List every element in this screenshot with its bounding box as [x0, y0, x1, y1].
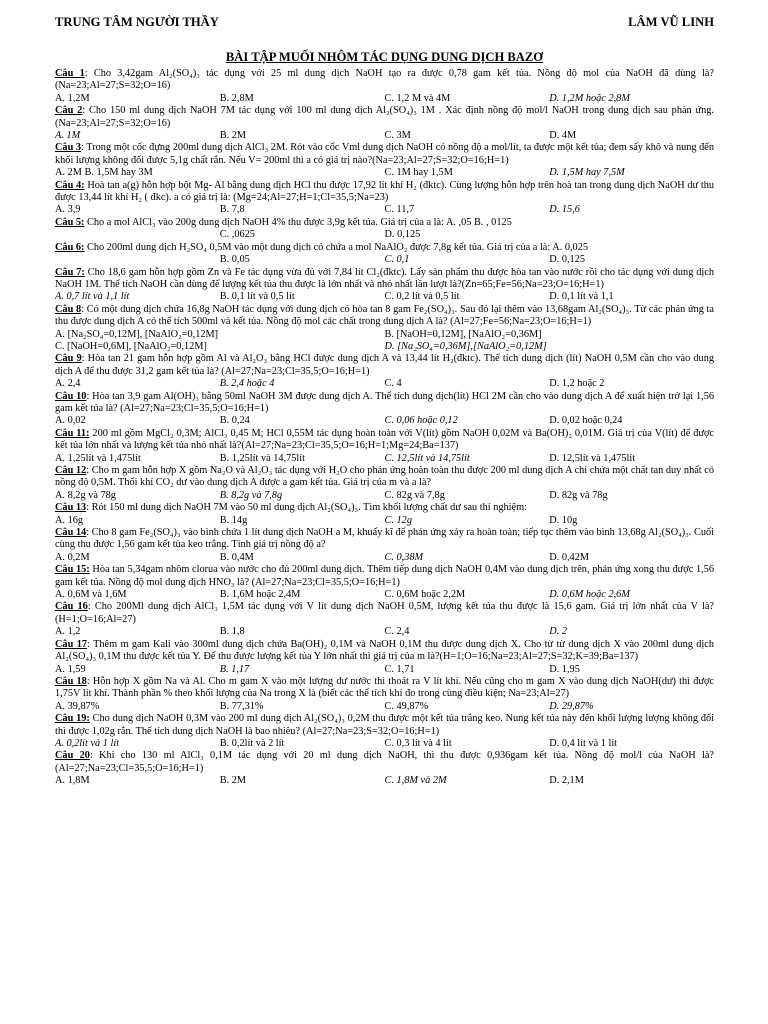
answer-option: D. 0,125: [384, 229, 421, 241]
question-text: Cho a mol AlCl₃ vào 200g dung dịch NaOH 4% thu được 3,9g kết tủa. Giá trị của a là: A. ,05 B. , 0125: [84, 216, 512, 228]
question-stem: [55, 750, 714, 775]
answer-option: C. [NaOH=0,6M], [NaAlO₂=0,12M]: [55, 340, 207, 352]
answer-option: A. 1,8M: [55, 775, 90, 787]
question-label: Câu 18: [55, 675, 87, 687]
question-label: Câu 2: [55, 105, 83, 117]
question-text: : Thêm m gam Kali vào 300ml dung dịch chứa Ba(OH)₂ 0,1M và NaOH 0,1M thu được dung dịch X. Cho từ từ dung dịch X vào 200ml dung dịch Al₂(SO₄)₃ 0,1M thu được kết tủa Y. Để thu được lượng kết tủa Y lớn nhất thì giá trị của m là?(H=1;O=16;Na=23;Al=27;S=32;K=39;Ba=137): [55, 638, 715, 663]
answer-option: C. 0,06 hoặc 0,12: [384, 415, 458, 427]
question-label: Câu 11:: [55, 427, 90, 439]
question-stem: [55, 68, 714, 93]
answer-option: D. 0,42M: [549, 551, 590, 563]
question-label: Câu 20: [55, 750, 90, 762]
answer-option: D. 0,125: [549, 254, 586, 266]
question-stem: [55, 267, 714, 292]
answer-option: D. [Na₂SO₄=0,36M],[NaAlO₂=0,12M]: [384, 340, 547, 352]
answer-option: C. 82g và 7,8g: [384, 489, 445, 501]
question-text: : Cho 150 ml dung dịch NaOH 7M tác dụng với 100 ml dung dịch Al₂(SO₄)₃ 1M . Xác định nồng độ mol/l NaOH trong dung dịch sau phản ứng. (Na=23;Al=27;S=32;O=16): [55, 105, 714, 129]
answer-option: A. [Na₂SO₄=0,12M], [NaAlO₂=0,12M]: [55, 328, 219, 340]
answer-option: D. 1,5M hay 7,5M: [549, 167, 625, 179]
question-label: Câu 16: [55, 601, 88, 613]
answer-option: A. 0,2M: [55, 551, 90, 563]
question-text: : Khi cho 130 ml AlCl₃ 0,1M tác dụng với 20 ml dung dịch NaOH, thì thu được 0,936gam kết tủa. Nồng độ mol/l của NaOH là? (Al=27;Na=23;Cl=35,5;O=16;H=1): [55, 750, 714, 774]
answer-option: A. 1M: [55, 130, 81, 142]
answer-option: C. 1M hay 1,5M: [384, 167, 453, 179]
question-stem: [55, 242, 714, 254]
answer-option: A. 0,2lít và 1 lít: [55, 737, 120, 749]
question: [55, 142, 714, 179]
answer-option: D. 10g: [549, 514, 578, 526]
question: [55, 391, 714, 428]
answer-option: A. 0,7 lít và 1,1 lít: [55, 291, 130, 303]
answer-option: D. 0,1 lít và 1,1: [549, 291, 614, 303]
answer-option: D. 29,87%: [549, 700, 594, 712]
answer-option: D. 1,2 hoặc 2: [549, 378, 605, 390]
answer-options: [55, 378, 714, 390]
question-text: Cho dung dịch NaOH 0,3M vào 200 ml dung dịch Al₂(SO₄)₃ 0,2M thu được một kết tủa trắng keo. Nung kết tủa này đến khối lượng lượng không đổi thì được 1,02g rắn. Thể tích dung dịch NaOH là bao nhiêu? (Al=27;Na=23;S=32;O=16;H=1): [55, 713, 714, 737]
question-stem: [55, 105, 714, 130]
answer-option: B. 1,17: [219, 663, 250, 675]
answer-option: [549, 229, 714, 241]
question-stem: [55, 142, 714, 167]
answer-option: B. 7,8: [219, 204, 245, 216]
answer-options: [55, 626, 714, 638]
answer-option: B. 14g: [219, 514, 248, 526]
question: [55, 105, 714, 142]
answer-option: D. 12,5lít và 1,475lít: [549, 452, 636, 464]
answer-option: D. 0,4 lít và 1 lít: [549, 737, 618, 749]
question: [55, 353, 714, 390]
answer-option: B. 8,2g và 7,8g: [219, 489, 283, 501]
answer-options: [55, 229, 714, 241]
question-text: Hoà tan a(g) hỗn hợp bột Mg- Al bằng dung dịch HCl thu được 17,92 lít khí H₂ (đktc). Cùng lượng hỗn hợp trên hoà tan trong dung dịch NaOH dư thu được 13,44 lít khí H₂ ( đkc). a có giá trị là: (Mg=24;Al=27;H=1;Cl=35,5;Na=23): [55, 179, 715, 204]
answer-options: [55, 254, 714, 266]
question: [55, 502, 714, 527]
question-label: Câu 15:: [55, 564, 90, 576]
question-text: : Trong một cốc đựng 200ml dung dịch AlCl₃ 2M. Rót vào cốc Vml dung dịch NaOH có nồng độ a mol/lít, ta được một kết tủa; đem sấy khô và nung đến khối lượng không đổi được 5,1g chất rắn. Nếu V= 200ml thì a có giá trị nào?(Na=23;Al=27;S=32;O=16;H=1): [55, 142, 714, 166]
answer-options: [55, 738, 714, 750]
answer-option: C. 1,71: [384, 663, 415, 675]
answer-option: A. 3,9: [55, 204, 81, 216]
question: [55, 676, 714, 713]
answer-option: C. 0,3 lít và 4 lít: [384, 737, 452, 749]
answer-option: A. 2,4: [55, 378, 81, 390]
answer-option: C. 3M: [384, 130, 411, 142]
answer-option: B. 1,8: [219, 626, 245, 638]
answer-option: B. 1,25lít và 14,75lít: [219, 452, 305, 464]
question-stem: [55, 465, 714, 490]
question-label: Câu 5:: [55, 216, 85, 228]
header-right: LÂM VŨ LINH: [628, 15, 714, 29]
question-stem: [55, 304, 714, 329]
question-text: : Hòa tan 3,9 gam Al(OH)₃ bằng 50ml NaOH 3M được dung dịch A. Thể tích dung dịch(lít) HCl 2M cần cho vào dung dịch A để xuất hiện trở lại 1,56 gam kết tủa là? (Al=27;Na=23;Cl=35,5;O=16;H=1): [55, 390, 714, 414]
question-text: : Cho 8 gam Fe₂(SO₄)₃ vào bình chứa 1 lít dung dịch NaOH a M, khuấy kĩ để phản ứng xảy ra hoàn toàn; tiếp tục thêm vào bình 13,68g Al₂(SO₄)₃. Cuối cùng thu được 1,56 gam kết tủa keo trắng. Tính giá trị nồng độ a?: [55, 527, 714, 551]
answer-option: D. 4M: [549, 130, 577, 142]
question: [55, 465, 714, 502]
question-label: Câu 9: [55, 353, 82, 365]
answer-option: D. 0,6M hoặc 2,6M: [549, 589, 630, 601]
answer-option: C. 0,6M hoặc 2,2M: [384, 589, 466, 601]
page-header: [55, 10, 714, 30]
answer-option: [55, 229, 220, 241]
answer-options: [55, 291, 714, 303]
question-text: : Rót 150 ml dung dịch NaOH 7M vào 50 ml dung dịch Al₂(SO₄)₃. Tìm khối lượng chất dư sau thí nghiệm:: [86, 502, 527, 514]
question-text: Hòa tan 5,34gam nhôm clorua vào nước cho đủ 200ml dung dịch. Thêm tiếp dung dịch NaOH 0,4M vào dung dịch trên, phản ứng xong thu được 1,56 gam kết tủa. Nồng độ mol dung dịch HNO₃ là? (Al=27;Na=23;Cl=35,5;O=16;H=1): [55, 564, 714, 588]
answer-option: C. 11,7: [384, 204, 415, 216]
answer-option: D. 15,6: [549, 204, 580, 216]
question-label: Câu 12: [55, 465, 87, 476]
answer-option: A. 1,59: [55, 663, 86, 675]
question-text: : Hỗn hợp X gồm Na và Al. Cho m gam X vào một lượng dư nước thì thoát ra V lít khí. Nếu cũng cho m gam X vào dung dịch NaOH(dư) thì được 1,75V lít khí. Thành phần % theo khối lượng của Na trong X là (biết các thể tích khí đo trong cùng điều kiện; Na=23;Al=27): [55, 675, 714, 700]
answer-option: A. 0,6M và 1,6M: [55, 589, 127, 601]
question-stem: [55, 217, 714, 229]
question-text: Cho 200ml dung dịch H₂SO₄ 0,5M vào một dung dịch có chứa a mol NaAlO₂ được 7,8g kết tủa. Giá trị của a là: A. 0,025: [84, 241, 588, 253]
answer-option: A. 1,2: [55, 626, 81, 638]
answer-options: [55, 701, 714, 713]
answer-option: [55, 254, 220, 266]
answer-option: D. 1,95: [549, 663, 580, 675]
header-left: TRUNG TÂM NGƯỜI THẦY: [55, 15, 219, 29]
answer-options: [55, 664, 714, 676]
answer-option: C. 1,2 M và 4M: [384, 92, 451, 104]
answer-option: C. 2,4: [384, 626, 410, 638]
answer-option: D. 1,2M hoặc 2,8M: [549, 92, 630, 104]
answer-option: A. 39,87%: [55, 700, 100, 712]
question-stem: [55, 564, 714, 589]
question-label: Câu 13: [55, 502, 87, 514]
answer-option: D. 82g và 78g: [549, 489, 608, 501]
question: [55, 217, 714, 242]
question: [55, 180, 714, 217]
answer-option: B. 2M: [219, 130, 247, 142]
answer-options: [55, 490, 714, 502]
answer-option: A. 0,02: [55, 415, 86, 427]
answer-options: [55, 552, 714, 564]
answer-option: C. 12,5lít và 14,75lít: [384, 452, 470, 464]
question-label: Câu 14: [55, 527, 87, 539]
question-stem: [55, 391, 714, 416]
answer-option: A. 16g: [55, 514, 84, 526]
question-text: : Cho m gam hỗn hợp X gồm Na₂O và Al₂O₃ tác dụng với H₂O cho phản ứng hoàn toàn thu được 200 ml dung dịch A chỉ chứa một chất tan duy nhất có nồng độ 0,5M. Thổi khí CO₂ dư vào dung dịch A được a gam kết tủa. Giá trị của m và a là?: [55, 465, 714, 489]
answer-option: C. 4: [384, 378, 402, 390]
answer-option: C. 12g: [384, 514, 412, 526]
answer-option: C. 49,87%: [384, 700, 429, 712]
answer-options: [55, 415, 714, 427]
question: [55, 267, 714, 304]
answer-options: [55, 167, 714, 179]
question-stem: [55, 180, 714, 205]
answer-option: B. 2,8M: [219, 92, 254, 104]
question: [55, 428, 714, 465]
answer-options: [55, 589, 714, 601]
answer-option: A. 2M B. 1,5M hay 3M: [55, 167, 153, 179]
answer-option: D. 2,1M: [549, 775, 584, 787]
question-text: : Cho 3,42gam Al₂(SO₄)₃ tác dụng với 25 ml dung dịch NaOH tạo ra được 0,78 gam kết tủa. Nồng độ mol của NaOH đã dùng là?(Na=23;Al=27;S=32;O=16): [55, 68, 714, 92]
question-label: Câu 10: [55, 390, 87, 402]
answer-option: C. 0,38M: [384, 551, 424, 563]
question-list: [55, 68, 714, 788]
question-stem: [55, 601, 714, 626]
question-stem: [55, 527, 714, 552]
answer-options: [55, 93, 714, 105]
question-label: Câu 6:: [55, 241, 85, 253]
answer-option: B. 0,24: [219, 415, 250, 427]
question-label: Câu 4:: [55, 179, 85, 191]
question-label: Câu 3: [55, 142, 82, 154]
answer-option: B. 77,31%: [219, 700, 264, 712]
answer-option: C. 0,2 lít và 0,5 lít: [384, 291, 460, 303]
answer-option: C. 1,8M và 2M: [384, 775, 447, 787]
answer-options: [55, 453, 714, 465]
question-stem: [55, 428, 714, 453]
question-label: Câu 7:: [55, 266, 85, 278]
answer-options: [55, 775, 714, 787]
answer-option: D. 2: [549, 626, 567, 638]
question: [55, 242, 714, 267]
question-stem: [55, 353, 714, 378]
question: [55, 639, 714, 676]
answer-option: D. 0,02 hoặc 0,24: [549, 415, 623, 427]
question-label: Câu 1: [55, 68, 85, 79]
answer-options: [55, 130, 714, 142]
question-text: : Cho 200Ml dung dịch AlCl₃ 1,5M tác dụng với V lít dung dịch NaOH 0,5M, lượng kết tủa thu được là 15,6 gam. Giá trị lớn nhất của V là?(H=1;O=16;Al=27): [55, 601, 714, 625]
question-text: 200 ml gồm MgCl₂ 0,3M; AlCl₃ 0,45 M; HCl 0,55M tác dụng hoàn toàn với V(lít) gồm NaOH 0,02M và Ba(OH)₂ 0,01M. Giá trị của V(lít) để được kết tủa lớn nhất và lượng kết tủa nhỏ nhất là?(Al=27;Na=23;Cl=35,5;O=16;H=1;Mg=24;Ba=137): [55, 427, 714, 452]
question: [55, 527, 714, 564]
question-stem: [55, 502, 714, 514]
answer-option: B. 0,05: [219, 254, 250, 266]
answer-option: A. 1,2M: [55, 92, 90, 104]
question-stem: [55, 713, 714, 738]
answer-options: [55, 329, 714, 354]
question: [55, 713, 714, 750]
answer-options: [55, 515, 714, 527]
answer-option: B. 0,4M: [219, 551, 254, 563]
question-text: : Có một dung dịch chứa 16,8g NaOH tác dụng với dung dịch có hòa tan 8 gam Fe₂(SO₄)₃. Sau đó lại thêm vào 13,68gam Al₂(SO₄)₃. Từ các phản ứng ta thu được dung dịch A có thể tích 500ml và kết tủa. Nồng độ mol các chất trong dung dịch A là? (Al=27;Fe=56;Na=23;O=16;H=1): [55, 303, 714, 328]
answer-option: B. 0,2lít và 2 lít: [219, 737, 285, 749]
question: [55, 750, 714, 787]
answer-option: B. 1,6M hoặc 2,4M: [219, 589, 301, 601]
answer-options: [55, 204, 714, 216]
question-label: Câu 17: [55, 638, 88, 650]
question-stem: [55, 676, 714, 701]
question-text: Cho 18,6 gam hỗn hợp gồm Zn và Fe tác dụng vừa đủ với 7,84 lít Cl₂(đktc). Lấy sản phẩm thu được hòa tan vào nước rồi cho tác dụng với dung dịch NaOH 1M. Thể tích NaOH cần dùng để lượng kết tủa thu được là lớn nhất và nhỏ nhất lần lượt là?(Zn=65;Fe=56;Na=23;O=16;H=1): [55, 266, 714, 290]
question-label: Câu 8: [55, 303, 82, 315]
question: [55, 564, 714, 601]
question-label: Câu 19:: [55, 713, 90, 725]
question-stem: [55, 639, 714, 664]
answer-option: [220, 167, 385, 179]
document-title: BÀI TẬP MUỐI NHÔM TÁC DỤNG DUNG DỊCH BAZƠ: [225, 50, 544, 64]
question-text: : Hòa tan 21 gam hỗn hợp gồm Al và Al₂O₃ bằng HCl được dung dịch A và 13,44 lít H₂(đktc). Thể tích dung dịch (lít) NaOH 0,5M cần cho vào dung dịch A để thu được 31,2 gam kết tủa là? (Al=27;Na=23;Cl=35,5;O=16;H=1): [55, 353, 714, 377]
question: [55, 304, 714, 354]
answer-option: A. 1,25lít và 1,475lít: [55, 452, 141, 464]
question: [55, 601, 714, 638]
answer-option: B. 0,1 lít và 0,5 lít: [219, 291, 295, 303]
answer-option: B. [NaOH=0,12M], [NaAlO₂=0,36M]: [384, 328, 542, 340]
answer-option: A. 8,2g và 78g: [55, 489, 116, 501]
answer-option: B. 2M: [219, 775, 247, 787]
answer-option: C. ,0625: [219, 229, 255, 241]
answer-option: C. 0,1: [384, 254, 410, 266]
answer-option: B. 2,4 hoặc 4: [219, 378, 275, 390]
question: [55, 68, 714, 105]
